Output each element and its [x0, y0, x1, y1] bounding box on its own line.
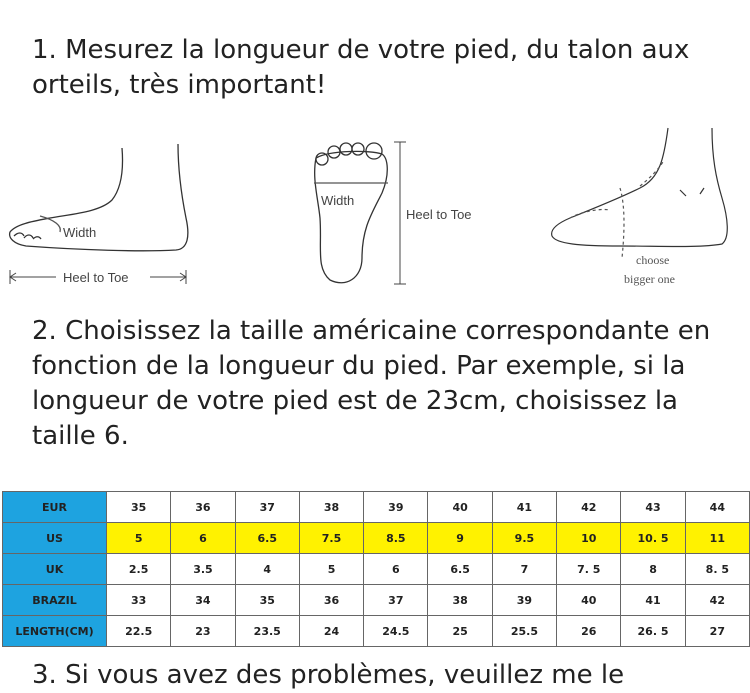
table-cell: 34: [171, 585, 235, 616]
sole-heel-to-toe-label: Heel to Toe: [406, 207, 472, 222]
table-cell: 24.5: [364, 616, 428, 647]
row-label-eur: EUR: [3, 492, 107, 523]
table-cell: 23: [171, 616, 235, 647]
table-cell: 5: [107, 523, 171, 554]
table-row-uk: [3, 554, 750, 585]
size-chart-table: [2, 491, 750, 647]
table-cell: 5: [299, 554, 363, 585]
table-row-eur: [3, 492, 750, 523]
sole-heel-to-toe-arrow: [394, 142, 406, 284]
table-cell: 42: [557, 492, 621, 523]
table-cell: 8.5: [364, 523, 428, 554]
table-row-us: [3, 523, 750, 554]
table-cell: 44: [685, 492, 749, 523]
table-cell: 40: [557, 585, 621, 616]
table-cell: 4: [235, 554, 299, 585]
sole-drawing: [314, 143, 388, 283]
side-heel-to-toe-label: Heel to Toe: [63, 270, 129, 285]
table-cell: 26. 5: [621, 616, 685, 647]
table-cell: 37: [364, 585, 428, 616]
side-width-label: Width: [63, 225, 97, 240]
table-cell: 8. 5: [685, 554, 749, 585]
table-cell: 3.5: [171, 554, 235, 585]
table-cell: 33: [107, 585, 171, 616]
table-cell: 42: [685, 585, 749, 616]
table-cell: 7: [492, 554, 556, 585]
row-label-uk: UK: [3, 554, 107, 585]
table-cell: 10. 5: [621, 523, 685, 554]
table-cell: 38: [428, 585, 492, 616]
table-cell: 7. 5: [557, 554, 621, 585]
choose-text-line2: bigger one: [624, 272, 675, 286]
row-label-length: LENGTH(CM): [3, 616, 107, 647]
table-cell: 26: [557, 616, 621, 647]
table-cell: 6.5: [235, 523, 299, 554]
table-cell: 40: [428, 492, 492, 523]
table-cell: 25: [428, 616, 492, 647]
step-3-text: 3. Si vous avez des problèmes, veuillez me le: [32, 660, 625, 690]
table-cell: 41: [492, 492, 556, 523]
table-cell: 24: [299, 616, 363, 647]
table-cell: 10: [557, 523, 621, 554]
table-cell: 41: [621, 585, 685, 616]
table-row-length: [3, 616, 750, 647]
side-foot-drawing: [10, 144, 188, 251]
row-label-brazil: BRAZIL: [3, 585, 107, 616]
table-cell: 22.5: [107, 616, 171, 647]
table-cell: 23.5: [235, 616, 299, 647]
step-2-text: 2. Choisissez la taille américaine correspondante en fonction de la longueur du pied. Par exemple, si la longueur de votre pied est de 23cm, choisissez la taille 6.: [32, 316, 711, 451]
table-cell: 9: [428, 523, 492, 554]
table-cell: 38: [299, 492, 363, 523]
table-cell: 8: [621, 554, 685, 585]
table-cell: 39: [364, 492, 428, 523]
table-cell: 6: [171, 523, 235, 554]
table-cell: 43: [621, 492, 685, 523]
table-cell: 35: [235, 585, 299, 616]
table-cell: 36: [299, 585, 363, 616]
table-cell: 27: [685, 616, 749, 647]
table-cell: 25.5: [492, 616, 556, 647]
row-label-us: US: [3, 523, 107, 554]
table-cell: 39: [492, 585, 556, 616]
sole-width-label: Width: [321, 193, 355, 208]
table-cell: 7.5: [299, 523, 363, 554]
foot-measurement-illustration: [0, 118, 750, 298]
table-row-brazil: [3, 585, 750, 616]
table-cell: 6: [364, 554, 428, 585]
table-cell: 9.5: [492, 523, 556, 554]
table-cell: 11: [685, 523, 749, 554]
table-cell: 37: [235, 492, 299, 523]
choose-text-line1: choose: [636, 253, 670, 267]
table-cell: 36: [171, 492, 235, 523]
table-cell: 6.5: [428, 554, 492, 585]
step-1-text: 1. Mesurez la longueur de votre pied, du talon aux orteils, très important!: [32, 35, 690, 100]
foot-in-shoe-drawing: [552, 128, 728, 258]
table-cell: 2.5: [107, 554, 171, 585]
table-cell: 35: [107, 492, 171, 523]
